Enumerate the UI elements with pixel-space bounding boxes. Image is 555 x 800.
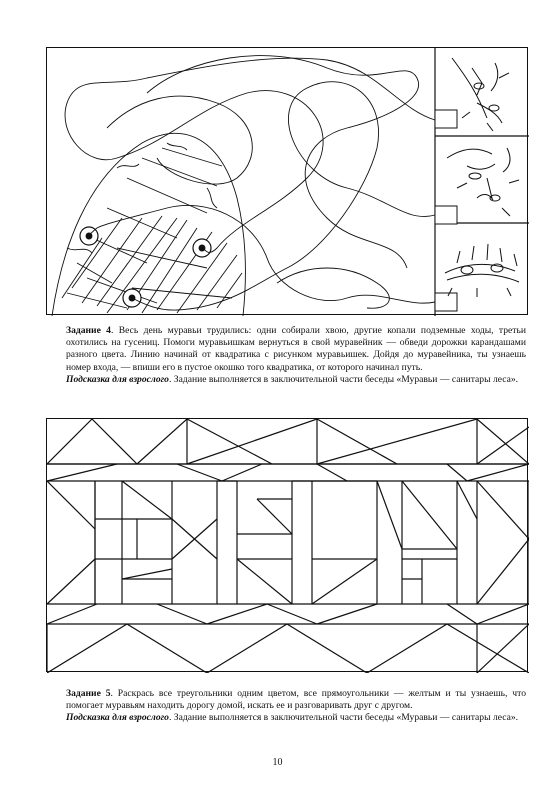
- ants-carrying-picture: [447, 148, 519, 216]
- task-5-label: Задание 5: [66, 688, 111, 699]
- task-5-paragraph: [66, 688, 526, 725]
- task-5-hint-label: Подсказка для взрослого: [66, 712, 169, 724]
- task-4-text: . Весь день муравьи трудились: одни собирали хвою, другие копали подземные ходы, третьи охотились на гусениц. Помоги муравьишкам вернуться в свой муравейник — обведи дорожки карандашами разного цвета. Линию начинай от квадратика с рисунком муравьишек. Дойдя до муравейника, ты узнаешь номер входа, — впиши его в пустое окошко того квадратика, от которого начинал путь.: [66, 325, 526, 373]
- shapes-coloring-grid: [46, 418, 528, 672]
- task-4-paragraph: [66, 325, 526, 386]
- maze-drawing: [47, 48, 529, 316]
- maze-paths: [65, 56, 435, 310]
- task-5-text: . Раскрась все треугольники одним цветом, все прямоугольники — желтым и ты узнаешь, что помогает муравьям находить дорогу домой, искать ее и разговаривать друг с другом.: [66, 688, 526, 712]
- ants-on-twig-picture: [452, 58, 509, 131]
- page-number: 10: [272, 757, 283, 768]
- maze-illustration: [46, 47, 528, 315]
- task-4-hint-text: . Задание выполняется в заключительной части беседы «Муравьи — санитары леса».: [168, 373, 519, 385]
- anthill-drawing: [52, 133, 245, 316]
- task-4-label: Задание 4: [66, 325, 111, 336]
- number-window-2[interactable]: [435, 206, 457, 224]
- task-5-hint-text: . Задание выполняется в заключительной части беседы «Муравьи — санитары леса».: [168, 712, 519, 724]
- shapes-drawing: [47, 419, 529, 673]
- number-window-3[interactable]: [435, 293, 457, 311]
- number-window-1[interactable]: [435, 110, 457, 128]
- ants-on-caterpillar-picture: [445, 244, 519, 297]
- task-4-hint-label: Подсказка для взрослого: [66, 373, 169, 385]
